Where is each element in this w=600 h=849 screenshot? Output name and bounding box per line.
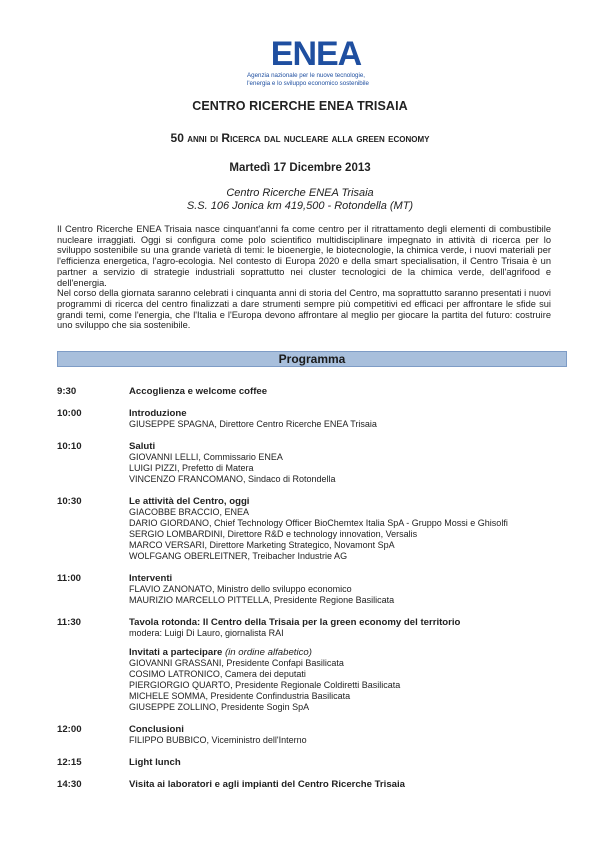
subhead-label: Invitati a partecipare bbox=[129, 647, 223, 658]
page-title: CENTRO RICERCHE ENEA TRISAIA bbox=[192, 99, 408, 113]
program-title: Saluti bbox=[129, 441, 156, 452]
program-content bbox=[129, 617, 567, 713]
program-speaker: GIUSEPPE SPAGNA, Direttore Centro Ricerche ENEA Trisaia bbox=[129, 419, 377, 429]
program-row bbox=[57, 757, 567, 768]
program-title: Light lunch bbox=[129, 757, 181, 768]
program-row bbox=[57, 496, 567, 562]
page-subtitle bbox=[0, 131, 600, 145]
program-speaker: modera: Luigi Di Lauro, giornalista RAI bbox=[129, 628, 284, 638]
program-speaker: GIOVANNI LELLI, Commissario ENEA bbox=[129, 452, 283, 462]
program-speaker: MARCO VERSARI, Direttore Marketing Strategico, Novamont SpA bbox=[129, 540, 395, 550]
program-content bbox=[129, 779, 567, 790]
program-title: Tavola rotonda: Il Centro della Trisaia per la green economy del territorio bbox=[129, 617, 461, 628]
venue-line-2: S.S. 106 Jonica km 419,500 - Rotondella (MT) bbox=[186, 200, 414, 212]
program-time: 11:30 bbox=[57, 617, 82, 628]
program-row bbox=[57, 441, 567, 485]
program-speaker: GIOVANNI GRASSANI, Presidente Confapi Basilicata bbox=[129, 658, 344, 668]
intro-text bbox=[57, 224, 551, 331]
program-speaker: MICHELE SOMMA, Presidente Confindustria Basilicata bbox=[129, 691, 351, 701]
program-time: 10:00 bbox=[57, 408, 82, 419]
event-venue bbox=[0, 187, 600, 213]
program-speaker: GIUSEPPE ZOLLINO, Presidente Sogin SpA bbox=[129, 702, 310, 712]
agency-line-1: Agenzia nazionale per le nuove tecnologie, bbox=[247, 72, 365, 79]
program-content bbox=[129, 573, 567, 606]
event-date: Martedì 17 Dicembre 2013 bbox=[229, 162, 371, 174]
program-speaker: FILIPPO BUBBICO, Viceministro dell'Interno bbox=[129, 735, 307, 745]
program-speaker: COSIMO LATRONICO, Camera dei deputati bbox=[129, 669, 306, 679]
program-content bbox=[129, 441, 567, 485]
program-row bbox=[57, 386, 567, 397]
program-time: 10:10 bbox=[57, 441, 82, 452]
program-speaker: SERGIO LOMBARDINI, Direttore R&D e technology innovation, Versalis bbox=[129, 529, 418, 539]
program-row bbox=[57, 573, 567, 606]
program-time: 12:00 bbox=[57, 724, 82, 735]
program-title: Conclusioni bbox=[129, 724, 184, 735]
agency-caption bbox=[247, 72, 369, 88]
program-time: 14:30 bbox=[57, 779, 82, 790]
venue-line-1: Centro Ricerche ENEA Trisaia bbox=[226, 187, 374, 199]
program-time: 10:30 bbox=[57, 496, 82, 507]
programma-band: Programma bbox=[57, 351, 567, 367]
program-content bbox=[129, 757, 567, 768]
program-content bbox=[129, 386, 567, 397]
program-speaker: GIACOBBE BRACCIO, ENEA bbox=[129, 507, 250, 517]
program-title: Le attività del Centro, oggi bbox=[129, 496, 250, 507]
program-time: 12:15 bbox=[57, 757, 82, 768]
intro-paragraph-1: Il Centro Ricerche ENEA Trisaia nasce cinquant'anni fa come centro per il ritrattamento degli elementi di combustibile nucleare irraggiati. Oggi si configura come polo scientifico multidisciplinare impegnato in attività di ricerca per lo sviluppo sostenibile su una grande varietà di temi: le bioenergie, le biotecnologie, la chimica verde, i nuovi materiali per l'efficienza energetica, l'agro-ecologia. Nel contesto di Europa 2020 e della smart specialisation, il Centro Trisaia è un partner a servizio di strategie industriali soprattutto nei cluster tecnologici de la chimica verde, dell'agrifood e dell'energia. bbox=[57, 224, 551, 288]
program-title: Accoglienza e welcome coffee bbox=[129, 386, 268, 397]
program-row bbox=[57, 724, 567, 746]
logo-wordmark: ENEA bbox=[270, 37, 362, 73]
program-content bbox=[129, 724, 567, 746]
subhead-note: (in ordine alfabetico) bbox=[224, 647, 312, 658]
program-time: 11:00 bbox=[57, 573, 82, 584]
program-content bbox=[129, 408, 567, 430]
subtitle-text: 50 anni di Ricerca dal nucleare alla green economy bbox=[170, 131, 430, 145]
program-speaker: WOLFGANG OBERLEITNER, Treibacher Industrie AG bbox=[129, 551, 348, 561]
program-title: Interventi bbox=[129, 573, 173, 584]
program-speaker: PIERGIORGIO QUARTO, Presidente Regionale Coldiretti Basilicata bbox=[129, 680, 401, 690]
intro-paragraph-2: Nel corso della giornata saranno celebrati i cinquanta anni di storia del Centro, ma soprattutto saranno presentati i nuovi programmi di ricerca del centro finalizzati a dare strumenti sempre più competitivi ed efficaci per affrontare le sfide sui grandi temi, come l'energia, che l'Italia e l'Europa devono affrontare al meglio per giocare la partita del futuro: costruire uno sviluppo che sia sostenibile. bbox=[57, 288, 551, 331]
program-speaker: LUIGI PIZZI, Prefetto di Matera bbox=[129, 463, 254, 473]
program-row bbox=[57, 779, 567, 790]
program-speaker: DARIO GIORDANO, Chief Technology Officer BioChemtex Italia SpA - Gruppo Mossi e Ghisolfi bbox=[129, 518, 508, 528]
program-time: 9:30 bbox=[57, 386, 77, 397]
program-row bbox=[57, 617, 567, 713]
program-speaker: FLAVIO ZANONATO, Ministro dello sviluppo economico bbox=[129, 584, 352, 594]
program-list bbox=[57, 386, 567, 801]
agency-line-2: l'energia e lo sviluppo economico sostenibile bbox=[247, 80, 369, 87]
program-title: Visita ai laboratori e agli impianti del Centro Ricerche Trisaia bbox=[129, 779, 406, 790]
program-subhead bbox=[129, 647, 567, 658]
program-row bbox=[57, 408, 567, 430]
program-content bbox=[129, 496, 567, 562]
program-speaker: MAURIZIO MARCELLO PITTELLA, Presidente Regione Basilicata bbox=[129, 595, 395, 605]
program-speaker: VINCENZO FRANCOMANO, Sindaco di Rotondella bbox=[129, 474, 336, 484]
program-title: Introduzione bbox=[129, 408, 187, 419]
